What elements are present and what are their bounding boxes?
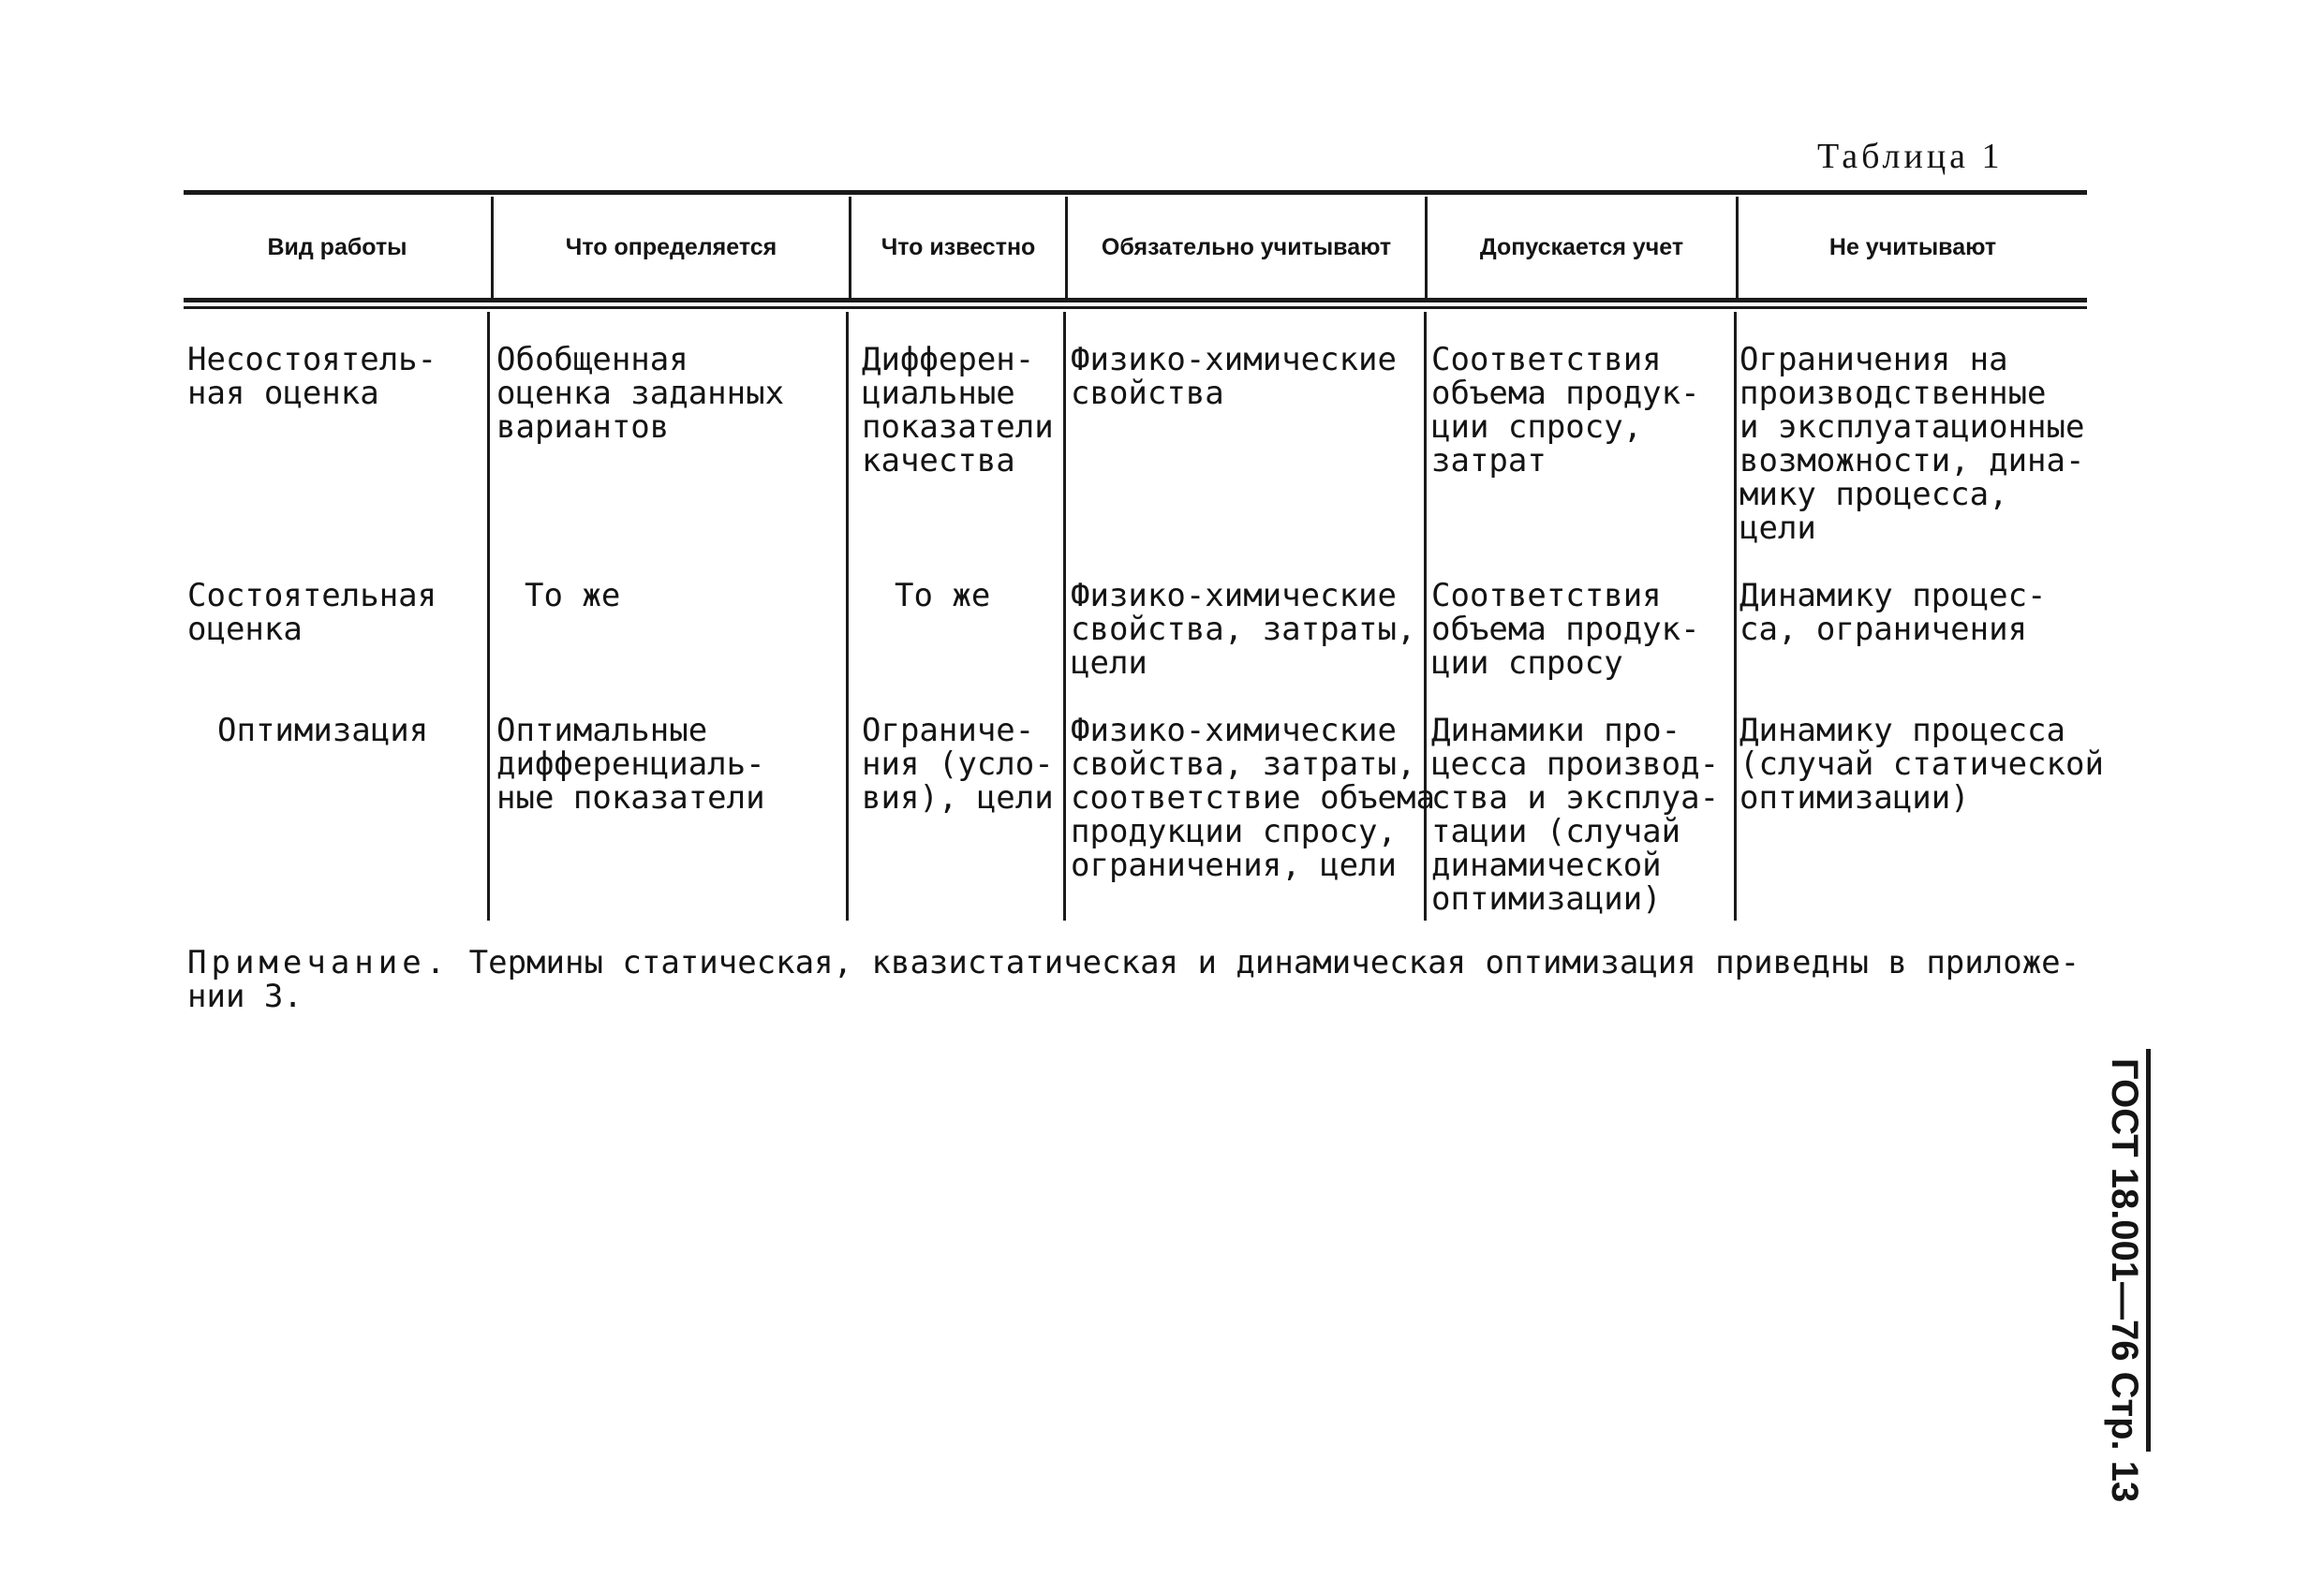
- header-cell-allowed: Допускается учет: [1479, 233, 1684, 260]
- column-divider: [1734, 312, 1737, 921]
- table-cell: Соответствия объема продук- ции спросу: [1431, 577, 1700, 682]
- table-cell: Обобщенная оценка заданных вариантов: [496, 341, 785, 446]
- header-cell-known: Что известно: [881, 233, 1036, 260]
- table-cell: Состоятельная оценка: [187, 577, 437, 648]
- header-cell-determined: Что определяется: [565, 233, 777, 260]
- table-cell: Физико-химические свойства: [1071, 341, 1397, 412]
- table-cell: Динамику процес- са, ограничения: [1739, 577, 2047, 648]
- table-cell: Оптимальные дифференциаль- ные показатели: [496, 712, 765, 817]
- table-caption: Таблица 1: [1817, 137, 2004, 176]
- page-label: ГОСТ 18.001—76 Стр. 13: [2104, 1058, 2145, 1503]
- table-cell: Физико-химические свойства, затраты, соответствие объема продукции спросу, ограничения, цели: [1071, 712, 1435, 884]
- note-text: Термины статическая, квазистатическая и динамическая оптимизация приведны в приложе- нии 3.: [187, 944, 2080, 1015]
- side-rule: [2146, 1049, 2151, 1452]
- column-divider: [1063, 312, 1066, 921]
- table-cell: То же: [525, 577, 621, 614]
- table-cell: Динамики про- цесса производ- ства и эксплуа- тации (случай динамической оптимизации): [1431, 712, 1720, 918]
- table-cell: Оптимизация: [217, 712, 429, 749]
- table-cell: Ограниче- ния (усло- вия), цели: [862, 712, 1054, 817]
- table-cell: То же: [895, 577, 991, 614]
- column-divider: [846, 312, 849, 921]
- table-cell: Дифферен- циальные показатели качества: [862, 341, 1054, 479]
- header-bottom-rule: [184, 298, 2087, 302]
- note-heading: Примечание.: [187, 944, 451, 981]
- table-cell: Соответствия объема продук- ции спросу, затрат: [1431, 341, 1700, 479]
- header-cell-mandatory: Обязательно учитывают: [1101, 233, 1392, 260]
- header-cell-not-considered: Не учитывают: [1828, 233, 1997, 260]
- table-cell: Несостоятель- ная оценка: [187, 341, 437, 412]
- table-top-rule: [184, 190, 2087, 195]
- table-note: [187, 946, 2080, 1013]
- header-bottom-rule-thin: [184, 306, 2087, 309]
- table-cell: Физико-химические свойства, затраты, цели: [1071, 577, 1416, 682]
- column-divider: [487, 312, 490, 921]
- table-cell: Ограничения на производственные и эксплуатационные возможности, дина- мику процесса, цели: [1739, 341, 2085, 547]
- table-cell: Динамику процесса (случай статической оптимизации): [1739, 712, 2104, 817]
- header-cell-work-type: Вид работы: [267, 233, 407, 260]
